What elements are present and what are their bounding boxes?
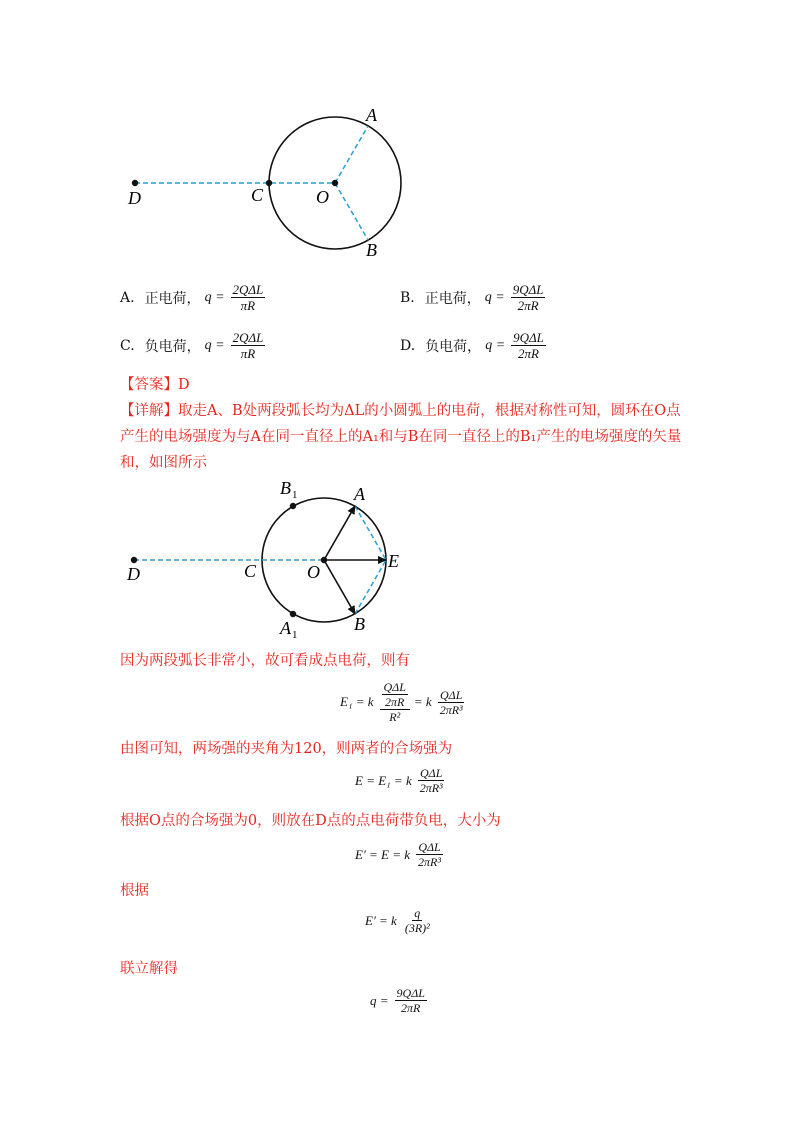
fraction-numerator: 9QΔL [513,330,544,345]
choice-lhs: q = [204,289,225,305]
solution-text-2: 由图可知，两场强的夹角为120，则两者的合场强为 [120,741,453,757]
label-e: E [388,551,399,571]
eq4-fraction [403,906,432,935]
solution-text-5: 联立解得 [120,961,178,977]
dashed-radius-ob [335,183,368,240]
equation-1 [340,680,465,724]
eq4-numerator: q [414,906,421,920]
detail-paragraph [120,398,690,476]
eq1-mid: = k [413,694,432,709]
point-a1 [290,611,296,617]
label-a: A [366,105,377,125]
fraction-numerator: 2QΔL [232,330,264,345]
detail-line-1: 【详解】取走A、B处两段弧长均为ΔL的小圆弧上的电荷，根据对称性可知，圆环在O点 [120,403,681,419]
label-a1-sub: 1 [292,629,298,641]
choice-text: 正电荷， [424,290,481,307]
solution-text-4: 根据 [120,883,149,899]
equation-4 [365,906,432,935]
point-b1 [290,503,296,509]
fraction-denominator: 2πR [518,346,539,361]
choice-b[interactable] [400,282,545,313]
choice-lhs: q = [484,289,505,305]
choice-letter: A. [120,289,135,306]
eq5-denominator: 2πR [401,1001,421,1015]
label-o: O [307,562,320,582]
label-d: D [128,188,141,208]
fraction-numerator: 9QΔL [512,282,544,297]
figure-1-circle-diagram [110,95,430,270]
label-d: D [127,564,140,584]
eq1-outer-numerator [380,680,410,710]
choice-fraction [231,282,266,313]
answer-line [120,372,690,398]
choice-c[interactable] [120,330,265,361]
eq5-lhs: q = [370,992,389,1008]
label-a: A [354,484,365,504]
eq5-numerator: 9QΔL [396,986,425,1000]
eq4-denominator: (3R)² [404,921,430,935]
detail-line-3: 和，如图所示 [120,455,207,471]
equation-2 [355,766,445,795]
choice-fraction [231,330,266,361]
eq4-lhs: E′ = k [365,912,397,928]
fraction-denominator: 2πR [517,298,539,313]
choice-lhs: q = [204,337,225,353]
point-o [321,557,327,563]
choice-lhs: q = [485,337,506,353]
choice-text: 正电荷， [144,290,201,307]
choice-d[interactable] [400,330,546,361]
answer-value: D [178,377,190,393]
choice-letter: B. [400,289,415,306]
eq1-inner-numerator: QΔL [383,680,406,694]
eq1-outer-denominator: R² [389,710,401,724]
fraction-numerator: 2QΔL [232,282,264,297]
label-b: B [354,614,365,634]
choice-text: 负电荷， [425,338,482,355]
eq3-fraction [416,840,443,869]
eq5-fraction [395,986,427,1015]
detail-line-2: 产生的电场强度为与A在同一直径上的A₁和与B在同一直径上的B₁产生的电场强度的矢量 [120,429,682,445]
point-o [332,180,338,186]
choice-letter: C. [120,337,135,354]
label-o: O [316,187,329,207]
eq3-numerator: QΔL [418,840,441,854]
solution-text-1: 因为两段弧长非常小，故可看成点电荷，则有 [120,653,410,669]
eq2-lhs: E = E₁ = k [355,772,412,788]
eq3-lhs: E′ = E = k [355,846,411,862]
eq3-denominator: 2πR³ [418,855,441,869]
equation-3 [355,840,443,869]
choice-text: 负电荷， [144,338,201,355]
fraction-denominator: πR [240,346,256,361]
eq2-fraction [418,766,445,795]
dashed-line-b-e [355,560,386,614]
eq1-inner-denominator: 2πR [385,695,405,709]
figure-2-vector-diagram [110,478,410,643]
eq1-fraction [438,688,465,717]
point-d [131,557,137,563]
equation-5 [370,986,427,1015]
choice-fraction [511,282,546,313]
vector-o-b [324,560,355,614]
eq2-denominator: 2πR³ [419,781,443,795]
choice-a[interactable] [120,282,265,313]
detail-label: 【详解】 [120,403,178,419]
label-c: C [244,561,257,581]
eq1-denominator: 2πR³ [439,702,463,717]
dashed-radius-oa [335,126,368,183]
solution-text-3: 根据O点的合场强为0，则放在D点的点电荷带负电，大小为 [120,813,501,829]
point-d [132,180,138,186]
choice-fraction [511,330,546,361]
dashed-line-a-e [355,506,386,560]
point-c [266,180,272,186]
label-b1-sub: 1 [292,489,298,501]
choice-letter: D. [400,337,416,354]
label-a1: A [280,618,291,638]
eq2-numerator: QΔL [420,766,443,780]
vector-o-a [324,506,355,560]
answer-label: 【答案】 [120,377,178,393]
eq1-compound-fraction [380,680,410,724]
label-b1: B [280,478,291,498]
eq1-numerator: QΔL [439,687,463,702]
fraction-denominator: πR [240,298,256,313]
eq1-lhs: E₁ = k [340,694,374,709]
label-c: C [251,185,264,205]
label-b: B [366,240,377,260]
